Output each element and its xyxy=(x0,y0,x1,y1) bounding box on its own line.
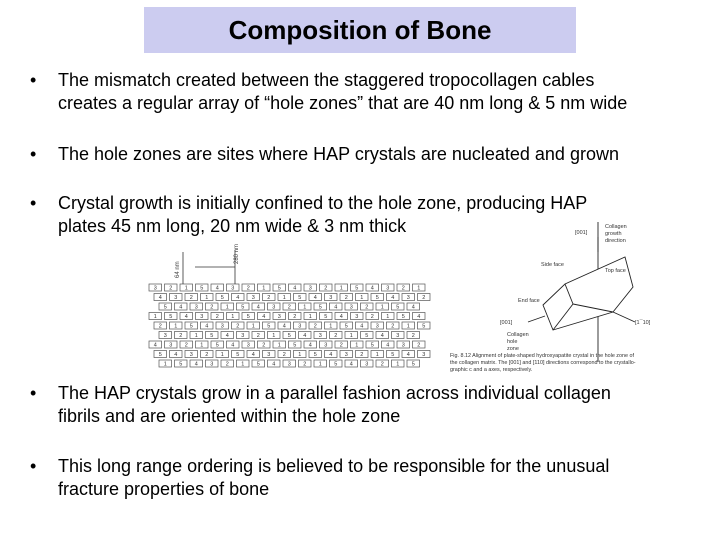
grid-cell-number: 1 xyxy=(380,304,384,311)
grid-cell-number: 4 xyxy=(256,304,260,311)
grid-cell-number: 5 xyxy=(396,304,400,311)
grid-cell-number: 2 xyxy=(282,351,286,358)
grid-cell-number: 3 xyxy=(396,332,400,339)
grid-cell-number: 2 xyxy=(169,285,173,292)
label-side-face: Side face xyxy=(541,262,564,268)
bullet-1-line-1: The mismatch created between the staggered tropocollagen cables xyxy=(58,70,595,90)
grid-cell-number: 4 xyxy=(225,332,229,339)
grid-cell-number: 3 xyxy=(349,304,353,311)
grid-cell-number: 4 xyxy=(411,304,415,311)
label-collagen-hole-3: zone xyxy=(507,346,519,352)
bullet-5-line-2: fracture properties of bone xyxy=(58,479,270,499)
grid-cell-number: 2 xyxy=(293,313,297,320)
bone-hap-figure xyxy=(143,212,710,372)
grid-cell-number: 1 xyxy=(205,294,209,301)
grid-cell-number: 3 xyxy=(318,332,322,339)
grid-cell-number: 2 xyxy=(205,351,209,358)
grid-cell-number: 1 xyxy=(406,323,410,330)
grid-cell-number: 3 xyxy=(324,342,328,349)
grid-cell-number: 3 xyxy=(401,342,405,349)
grid-cell-number: 2 xyxy=(391,323,395,330)
grid-cell-number: 3 xyxy=(163,332,167,339)
grid-cell-number: 5 xyxy=(344,323,348,330)
grid-cell-number: 1 xyxy=(277,342,281,349)
grid-cell-number: 5 xyxy=(334,361,338,368)
grid-cell-number: 3 xyxy=(174,294,178,301)
label-top-face: Top face xyxy=(605,268,626,274)
grid-cell-number: 4 xyxy=(370,285,374,292)
grid-cell-number: 2 xyxy=(158,323,162,330)
bullet-3-line-2: plates 45 nm long, 20 nm wide & 3 nm thick xyxy=(58,216,407,236)
grid-cell-number: 1 xyxy=(282,294,286,301)
grid-cell-number: 3 xyxy=(251,294,255,301)
grid-cell-number: 2 xyxy=(344,294,348,301)
grid-cell-number: 3 xyxy=(375,323,379,330)
grid-cell-number: 3 xyxy=(298,323,302,330)
grid-cell-number: 1 xyxy=(318,361,322,368)
grid-cell-number: 2 xyxy=(313,323,317,330)
grid-cell-number: 4 xyxy=(215,285,219,292)
grid-cell-number: 4 xyxy=(179,304,183,311)
grid-cell-number: 5 xyxy=(179,361,183,368)
grid-cell-number: 4 xyxy=(184,313,188,320)
figure-caption xyxy=(450,353,636,372)
bullet-4-line-2: fibrils and are oriented within the hole zone xyxy=(58,406,401,426)
label-collagen-hole-1: Collagen xyxy=(507,332,529,338)
grid-cell-number: 4 xyxy=(380,332,384,339)
bullet-text-4 xyxy=(58,382,708,428)
grid-cell-number: 5 xyxy=(236,351,240,358)
grid-cell-number: 2 xyxy=(236,323,240,330)
grid-cell-number: 2 xyxy=(365,304,369,311)
grid-cell-number: 1 xyxy=(163,361,167,368)
grid-cell-number: 1 xyxy=(360,294,364,301)
grid-cell-number: 4 xyxy=(313,294,317,301)
grid-cell-number: 2 xyxy=(215,313,219,320)
bullet-marker-3: • xyxy=(30,193,37,213)
slide-title: Composition of Bone xyxy=(228,14,492,45)
bullet-text-5 xyxy=(58,455,708,501)
bullet-marker-1: • xyxy=(30,70,37,90)
grid-cell-number: 4 xyxy=(303,332,307,339)
grid-cell-number: 2 xyxy=(262,342,266,349)
title-box xyxy=(144,7,576,53)
grid-cell-number: 3 xyxy=(246,342,250,349)
grid-cell-number: 3 xyxy=(194,304,198,311)
grid-cell-number: 5 xyxy=(163,304,167,311)
grid-cell-number: 4 xyxy=(293,285,297,292)
bullet-marker-5: • xyxy=(30,456,37,476)
grid-cell-number: 5 xyxy=(210,332,214,339)
grid-cell-number: 5 xyxy=(215,342,219,349)
grid-cell-number: 1 xyxy=(231,313,235,320)
grid-cell-number: 3 xyxy=(422,351,426,358)
grid-cell-number: 1 xyxy=(174,323,178,330)
bullet-marker-2: • xyxy=(30,144,37,164)
grid-cell-number: 4 xyxy=(334,304,338,311)
grid-cell-number: 4 xyxy=(417,313,421,320)
grid-cell-number: 5 xyxy=(375,294,379,301)
grid-cell-number: 2 xyxy=(360,351,364,358)
bullet-2-line-1: The hole zones are sites where HAP crystals are nucleated and grown xyxy=(58,144,619,164)
grid-cell-number: 5 xyxy=(355,285,359,292)
grid-cell-number: 5 xyxy=(246,313,250,320)
bullet-4-line-1: The HAP crystals grow in a parallel fashion across individual collagen xyxy=(58,383,611,403)
grid-cell-number: 5 xyxy=(189,323,193,330)
grid-cell-number: 2 xyxy=(287,304,291,311)
bullet-3-line-1: Crystal growth is initially confined to the hole zone, producing HAP xyxy=(58,193,588,213)
grid-cell-number: 1 xyxy=(355,342,359,349)
grid-cell-number: 2 xyxy=(184,342,188,349)
grid-cell-number: 4 xyxy=(251,351,255,358)
grid-cell-number: 3 xyxy=(308,285,312,292)
grid-cell-number: 3 xyxy=(153,285,157,292)
grid-cell-number: 5 xyxy=(411,361,415,368)
grid-cell-number: 4 xyxy=(406,351,410,358)
label-collagen-hole-2: hole xyxy=(507,339,518,345)
dim-left-label: 64 nm xyxy=(175,261,181,278)
grid-cell-number: 5 xyxy=(298,294,302,301)
grid-cell-number: 3 xyxy=(231,285,235,292)
grid-cell-number: 5 xyxy=(158,351,162,358)
label-001-top: [001] xyxy=(575,230,588,236)
label-110: [1¯10] xyxy=(635,320,651,326)
grid-cell-number: 4 xyxy=(391,294,395,301)
grid-cell-number: 5 xyxy=(324,313,328,320)
grid-cell-number: 5 xyxy=(277,285,281,292)
grid-cell-number: 2 xyxy=(189,294,193,301)
grid-cell-number: 5 xyxy=(169,313,173,320)
grid-cell-number: 5 xyxy=(318,304,322,311)
grid-cell-number: 1 xyxy=(386,313,390,320)
grid-cell-number: 4 xyxy=(174,351,178,358)
bullet-text-2 xyxy=(58,143,708,166)
grid-cell-number: 2 xyxy=(303,361,307,368)
grid-cell-number: 1 xyxy=(251,323,255,330)
grid-cell-number: 3 xyxy=(329,294,333,301)
grid-cell-number: 3 xyxy=(189,351,193,358)
label-collagen-growth-1: Collagen xyxy=(605,224,627,230)
grid-cell-number: 4 xyxy=(231,342,235,349)
grid-cell-number: 2 xyxy=(179,332,183,339)
label-collagen-growth-2: growth xyxy=(605,231,622,237)
grid-cell-number: 3 xyxy=(200,313,204,320)
grid-cell-number: 4 xyxy=(308,342,312,349)
label-collagen-growth-3: direction xyxy=(605,238,626,244)
grid-cell-number: 2 xyxy=(411,332,415,339)
grid-cell-number: 4 xyxy=(339,313,343,320)
grid-cell-number: 4 xyxy=(194,361,198,368)
grid-cell-number: 5 xyxy=(365,332,369,339)
grid-cell-number: 2 xyxy=(422,294,426,301)
grid-cell-number: 1 xyxy=(303,304,307,311)
grid-cell-number: 1 xyxy=(396,361,400,368)
grid-cell-number: 3 xyxy=(272,304,276,311)
grid-cell-number: 3 xyxy=(406,294,410,301)
grid-cell-number: 3 xyxy=(267,351,271,358)
grid-cell-number: 1 xyxy=(349,332,353,339)
grid-cell-number: 1 xyxy=(375,351,379,358)
grid-cell-number: 4 xyxy=(349,361,353,368)
grid-cell-number: 1 xyxy=(241,361,245,368)
grid-cell-number: 5 xyxy=(293,342,297,349)
dim-top-label: 280 nm xyxy=(234,243,240,264)
grid-cell-number: 3 xyxy=(344,351,348,358)
collagen-grid xyxy=(149,284,430,367)
grid-cell-number: 2 xyxy=(417,342,421,349)
grid-cell-number: 5 xyxy=(287,332,291,339)
grid-cell-number: 3 xyxy=(365,361,369,368)
grid-cell-number: 4 xyxy=(329,351,333,358)
grid-cell-number: 1 xyxy=(200,342,204,349)
grid-cell-number: 5 xyxy=(267,323,271,330)
grid-cell-number: 5 xyxy=(313,351,317,358)
grid-cell-number: 5 xyxy=(401,313,405,320)
grid-cell-number: 2 xyxy=(370,313,374,320)
grid-cell-number: 1 xyxy=(194,332,198,339)
grid-cell-number: 2 xyxy=(225,361,229,368)
caption-line-3: graphic c and a axes, respectively. xyxy=(450,367,533,372)
bullet-1-line-2: creates a regular array of “hole zones” that are 40 nm long & 5 nm wide xyxy=(58,93,628,113)
dimension-marks xyxy=(183,250,235,284)
grid-cell-number: 3 xyxy=(241,332,245,339)
grid-cell-number: 4 xyxy=(360,323,364,330)
grid-cell-number: 2 xyxy=(256,332,260,339)
grid-cell-number: 1 xyxy=(153,313,157,320)
grid-cell-number: 1 xyxy=(220,351,224,358)
grid-cell-number: 4 xyxy=(205,323,209,330)
grid-cell-number: 2 xyxy=(210,304,214,311)
grid-cell-number: 5 xyxy=(200,285,204,292)
grid-cell-number: 3 xyxy=(287,361,291,368)
grid-cell-number: 5 xyxy=(256,361,260,368)
grid-cell-number: 2 xyxy=(339,342,343,349)
grid-cell-number: 1 xyxy=(298,351,302,358)
label-end-face: End face xyxy=(518,298,540,304)
bullet-text-1 xyxy=(58,69,708,115)
bullet-marker-4: • xyxy=(30,383,37,403)
grid-cell-number: 5 xyxy=(241,304,245,311)
grid-cell-number: 1 xyxy=(339,285,343,292)
grid-cell-number: 4 xyxy=(158,294,162,301)
grid-cell-number: 4 xyxy=(272,361,276,368)
grid-cell-number: 1 xyxy=(329,323,333,330)
grid-cell-number: 1 xyxy=(308,313,312,320)
grid-cell-number: 4 xyxy=(153,342,157,349)
grid-cell-number: 3 xyxy=(386,285,390,292)
grid-cell-number: 1 xyxy=(272,332,276,339)
grid-cell-number: 2 xyxy=(324,285,328,292)
grid-cell-number: 3 xyxy=(169,342,173,349)
grid-cell-number: 2 xyxy=(246,285,250,292)
grid-cell-number: 5 xyxy=(220,294,224,301)
caption-line-2: the collagen matrix. The [001] and [110] directions correspond to the crystallo- xyxy=(450,360,636,366)
caption-line-1: Fig. 8.12 Alignment of plate-shaped hydroxyapatite crystal in the hole zone of xyxy=(450,353,634,359)
grid-cell-number: 5 xyxy=(422,323,426,330)
grid-cell-number: 5 xyxy=(391,351,395,358)
grid-cell-number: 2 xyxy=(267,294,271,301)
bullet-5-line-1: This long range ordering is believed to be responsible for the unusual xyxy=(58,456,610,476)
grid-cell-number: 1 xyxy=(225,304,229,311)
label-001-left: [001] xyxy=(500,320,513,326)
grid-cell-number: 2 xyxy=(380,361,384,368)
grid-cell-number: 2 xyxy=(401,285,405,292)
grid-cell-number: 3 xyxy=(355,313,359,320)
grid-cell-number: 1 xyxy=(184,285,188,292)
grid-cell-number: 5 xyxy=(370,342,374,349)
grid-cell-number: 4 xyxy=(386,342,390,349)
grid-cell-number: 1 xyxy=(262,285,266,292)
grid-cell-number: 4 xyxy=(282,323,286,330)
grid-cell-number: 2 xyxy=(334,332,338,339)
grid-cell-number: 4 xyxy=(262,313,266,320)
grid-cell-number: 3 xyxy=(277,313,281,320)
grid-cell-number: 4 xyxy=(236,294,240,301)
grid-cell-number: 3 xyxy=(210,361,214,368)
grid-cell-number: 3 xyxy=(220,323,224,330)
grid-cell-number: 1 xyxy=(417,285,421,292)
